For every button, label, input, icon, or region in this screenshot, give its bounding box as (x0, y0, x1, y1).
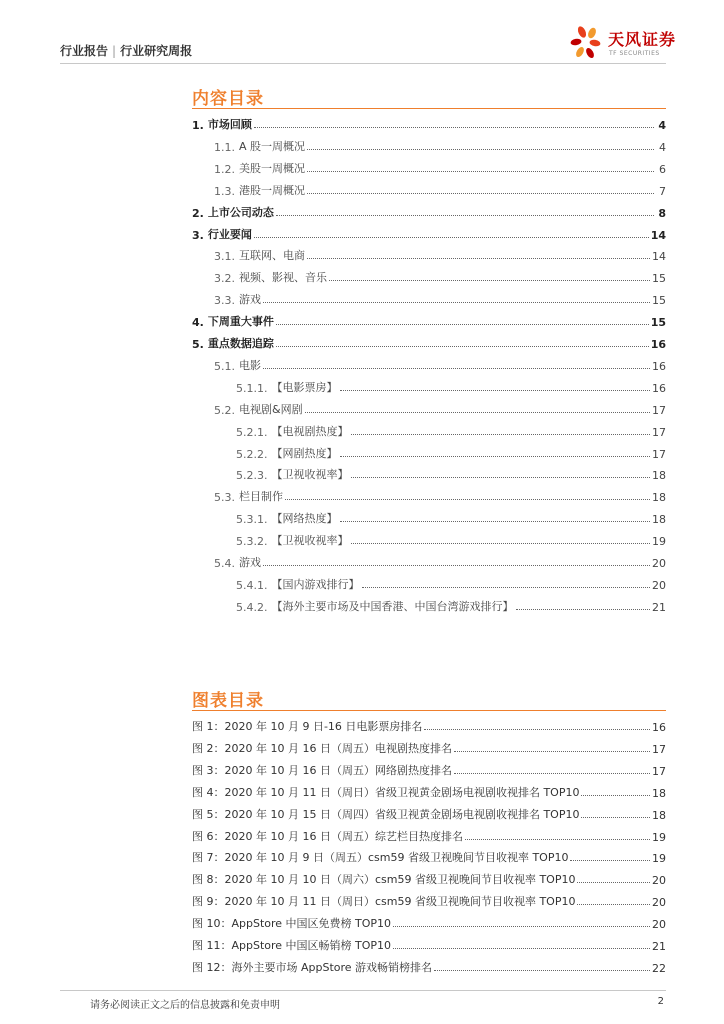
toc-entry[interactable] (236, 528, 666, 548)
toc-entry-label: 行业要闻 (207, 227, 252, 241)
dot-leader (454, 751, 650, 752)
dot-leader (340, 390, 651, 391)
toc-entry-page: 19 (652, 535, 666, 549)
toc-entry-number: 5.3.1. (236, 513, 268, 527)
figure-entry-label: 图 10：AppStore 中国区免费榜 TOP10 (192, 917, 392, 931)
toc-entry-page: 16 (652, 381, 666, 395)
toc-entry-page: 17 (652, 447, 666, 461)
toc-entry-label: 游戏 (239, 293, 261, 307)
toc-entry-number: 5.1. (214, 359, 235, 373)
toc-entry-label: 游戏 (239, 556, 261, 569)
toc-entry[interactable] (236, 375, 666, 395)
header-divider: | (112, 44, 117, 58)
dot-leader (577, 882, 650, 883)
figure-entry[interactable] (192, 714, 666, 734)
figure-entry-label: 图 1：2020 年 10 月 9 日-16 日电影票房排名 (192, 720, 423, 733)
toc-entry[interactable] (236, 594, 666, 614)
toc-entry-number: 3.3. (214, 294, 235, 308)
dot-leader (454, 773, 650, 774)
figure-entry-label: 图 11：AppStore 中国区畅销榜 TOP10 (192, 939, 392, 952)
toc-entry-number: 1.2. (214, 162, 235, 176)
toc-entry-number: 3. (192, 228, 204, 242)
toc-entry-number: 5.2.2. (236, 447, 268, 461)
dot-leader (307, 258, 650, 259)
dot-leader (254, 237, 649, 238)
toc-entry-number: 1. (192, 119, 204, 132)
toc-entry-page: 21 (652, 600, 666, 614)
toc-title: 内容目录 (192, 89, 264, 109)
figure-entry[interactable] (192, 955, 666, 975)
page-number: 2 (657, 996, 664, 1007)
figure-entry-label: 图 3：2020 年 10 月 16 日（周五）网络剧热度排名 (192, 763, 452, 777)
toc-entry-page: 6 (659, 162, 666, 176)
toc-entry-label: 【海外主要市场及中国香港、中国台湾游戏排行】 (271, 599, 514, 613)
toc-entry-label: 【网剧热度】 (271, 446, 338, 460)
toc-entry-number: 5.4.1. (236, 578, 268, 592)
toc-entry[interactable] (214, 156, 666, 176)
toc-entry-label: 【卫视收视率】 (271, 534, 349, 548)
figure-entry[interactable] (192, 845, 666, 865)
toc-entry-number: 5.3.2. (236, 535, 268, 549)
dot-leader (362, 587, 651, 588)
dot-leader (305, 412, 650, 413)
toc-entry-page: 20 (652, 557, 666, 570)
figure-entry-page: 19 (652, 830, 666, 844)
toc-entry-number: 5. (192, 338, 204, 351)
toc-entry-label: 【卫视收视率】 (271, 468, 349, 482)
subcategory-label: 行业研究周报 (120, 44, 193, 58)
toc-entry-label: 【电视剧热度】 (271, 424, 349, 438)
figure-entry-page: 20 (652, 896, 666, 910)
figure-entry-page: 17 (652, 742, 666, 756)
category-label: 行业报告 (60, 44, 109, 58)
dot-leader (307, 193, 654, 194)
dot-leader (393, 948, 650, 949)
toc-entry-page: 16 (650, 338, 666, 351)
toc-entry-page: 14 (650, 228, 666, 242)
company-name-en: TF SECURITIES (609, 50, 660, 57)
toc-entry-number: 3.2. (214, 272, 235, 286)
toc-entry-label: 港股一周概况 (239, 183, 305, 197)
figure-entry-label: 图 4：2020 年 10 月 11 日（周日）省级卫视黄金剧场电视剧收视排名 TOP10 (192, 785, 580, 799)
toc-entry-label: 市场回顾 (207, 118, 252, 131)
figure-entry[interactable] (192, 824, 666, 844)
toc-entry-label: 【电影票房】 (271, 380, 338, 394)
toc-entry[interactable] (214, 484, 666, 504)
toc-entry-page: 17 (652, 425, 666, 439)
dot-leader (516, 609, 651, 610)
company-logo (568, 26, 678, 60)
figure-entry-label: 图 8：2020 年 10 月 10 日（周六）csm59 省级卫视晚间节目收视率 TOP10 (192, 873, 576, 887)
figure-entry-page: 17 (652, 764, 666, 778)
dot-leader (393, 926, 650, 927)
toc-entry-page: 16 (652, 359, 666, 373)
toc-entry[interactable] (214, 243, 666, 263)
dot-leader (570, 860, 650, 861)
flower-logo-icon (568, 25, 608, 61)
figures-title-underline (192, 710, 666, 711)
dot-leader (424, 729, 650, 730)
toc-entry[interactable] (214, 134, 666, 154)
toc-entry-label: 互联网、电商 (239, 249, 305, 263)
footer-disclaimer: 请务必阅读正文之后的信息披露和免责申明 (90, 1000, 280, 1011)
footer-divider-line (60, 990, 666, 991)
toc-entry-page: 15 (652, 272, 666, 286)
toc-entry[interactable] (192, 112, 666, 132)
toc-entry-page: 18 (652, 513, 666, 527)
figure-entry-page: 16 (652, 721, 666, 734)
dot-leader (254, 127, 654, 128)
figure-entry-label: 图 7：2020 年 10 月 9 日（周五）csm59 省级卫视晚间节目收视率 TOP10 (192, 851, 569, 865)
report-category (60, 42, 192, 59)
toc-entry-page: 4 (659, 140, 666, 154)
dot-leader (434, 970, 650, 971)
toc-entry-page: 17 (652, 403, 666, 417)
dot-leader (581, 817, 650, 818)
figure-entry[interactable] (192, 736, 666, 756)
toc-entry-number: 4. (192, 316, 204, 330)
toc-entry-number: 5.4. (214, 557, 235, 570)
toc-entry-page: 15 (652, 294, 666, 308)
toc-entry[interactable] (192, 222, 666, 242)
figures-title: 图表目录 (192, 691, 264, 711)
toc-entry[interactable] (214, 265, 666, 285)
figure-entry[interactable] (192, 933, 666, 953)
toc-entry[interactable] (192, 200, 666, 220)
toc-entry[interactable] (192, 331, 666, 351)
toc-entry-page: 20 (652, 578, 666, 592)
toc-entry[interactable] (236, 572, 666, 592)
toc-entry-label: 重点数据追踪 (207, 337, 274, 350)
toc-entry-label: 下周重大事件 (207, 315, 274, 329)
toc-entry-number: 1.1. (214, 140, 235, 154)
figure-entry-page: 20 (652, 874, 666, 888)
toc-entry[interactable] (214, 178, 666, 198)
toc-entry[interactable] (192, 309, 666, 329)
toc-entry[interactable] (214, 397, 666, 417)
figure-entry-page: 19 (652, 852, 666, 866)
toc-entry-label: 美股一周概况 (239, 161, 305, 175)
dot-leader (285, 499, 650, 500)
toc-entry-label: 【网络热度】 (271, 512, 338, 526)
toc-entry[interactable] (236, 506, 666, 526)
toc-entry-page: 15 (650, 316, 666, 330)
toc-entry-number: 2. (192, 206, 204, 220)
figure-entry-page: 21 (652, 940, 666, 953)
toc-entry[interactable] (214, 353, 666, 373)
figure-entry-page: 22 (652, 961, 666, 975)
toc-entry-page: 18 (652, 491, 666, 505)
dot-leader (581, 795, 650, 796)
dot-leader (276, 346, 649, 347)
toc-entry[interactable] (236, 462, 666, 482)
dot-leader (351, 477, 651, 478)
figure-entry[interactable] (192, 867, 666, 887)
toc-title-underline (192, 108, 666, 109)
toc-entry-page: 7 (659, 184, 666, 198)
dot-leader (276, 215, 654, 216)
dot-leader (351, 543, 651, 544)
toc-entry-label: 电视剧&网剧 (239, 402, 303, 416)
dot-leader (340, 521, 651, 522)
toc-entry-label: 电影 (239, 358, 261, 372)
dot-leader (263, 302, 650, 303)
toc-entry-number: 3.1. (214, 250, 235, 264)
figure-entry[interactable] (192, 758, 666, 778)
toc-entry-page: 8 (658, 206, 666, 220)
dot-leader (276, 324, 649, 325)
toc-entry-label: 【国内游戏排行】 (271, 577, 360, 591)
company-name-cn: 天风证券 (608, 30, 677, 49)
toc-entry[interactable] (236, 441, 666, 461)
toc-entry-page: 4 (658, 119, 666, 132)
figure-entry[interactable] (192, 802, 666, 822)
dot-leader (329, 280, 650, 281)
figure-entry-label: 图 12：海外主要市场 AppStore 游戏畅销榜排名 (192, 960, 433, 974)
toc-entry[interactable] (236, 419, 666, 439)
figure-entry-label: 图 2：2020 年 10 月 16 日（周五）电视剧热度排名 (192, 741, 452, 755)
toc-entry-page: 18 (652, 469, 666, 483)
figure-entry-label: 图 9：2020 年 10 月 11 日（周日）csm59 省级卫视晚间节目收视率 TOP10 (192, 895, 576, 909)
dot-leader (263, 565, 650, 566)
toc-entry-number: 5.2.1. (236, 425, 268, 439)
toc-entry-label: 栏目制作 (239, 490, 283, 504)
figure-entry-page: 18 (652, 808, 666, 822)
toc-entry[interactable] (214, 287, 666, 307)
figure-entry-label: 图 5：2020 年 10 月 15 日（周四）省级卫视黄金剧场电视剧收视排名 TOP10 (192, 807, 580, 821)
toc-entry[interactable] (214, 550, 666, 570)
header-divider-line (60, 63, 666, 64)
figure-entry-label: 图 6：2020 年 10 月 16 日（周五）综艺栏目热度排名 (192, 829, 463, 843)
toc-entry-number: 5.4.2. (236, 600, 268, 614)
toc-entry-label: 视频、影视、音乐 (239, 271, 327, 285)
toc-entry-number: 5.3. (214, 491, 235, 505)
dot-leader (307, 149, 654, 150)
dot-leader (577, 904, 650, 905)
dot-leader (465, 839, 650, 840)
toc-entry-number: 5.2. (214, 403, 235, 417)
figure-entry[interactable] (192, 780, 666, 800)
toc-entry-label: A 股一周概况 (239, 139, 306, 153)
toc-entry-page: 14 (652, 250, 666, 264)
dot-leader (263, 368, 650, 369)
dot-leader (307, 171, 654, 172)
figure-entry-page: 18 (652, 786, 666, 800)
toc-entry-number: 5.2.3. (236, 469, 268, 483)
toc-entry-label: 上市公司动态 (207, 205, 274, 219)
dot-leader (351, 434, 651, 435)
figure-entry-page: 20 (652, 918, 666, 932)
dot-leader (340, 456, 651, 457)
toc-entry-number: 1.3. (214, 184, 235, 198)
figure-entry[interactable] (192, 911, 666, 931)
figure-entry[interactable] (192, 889, 666, 909)
toc-entry-number: 5.1.1. (236, 381, 268, 395)
